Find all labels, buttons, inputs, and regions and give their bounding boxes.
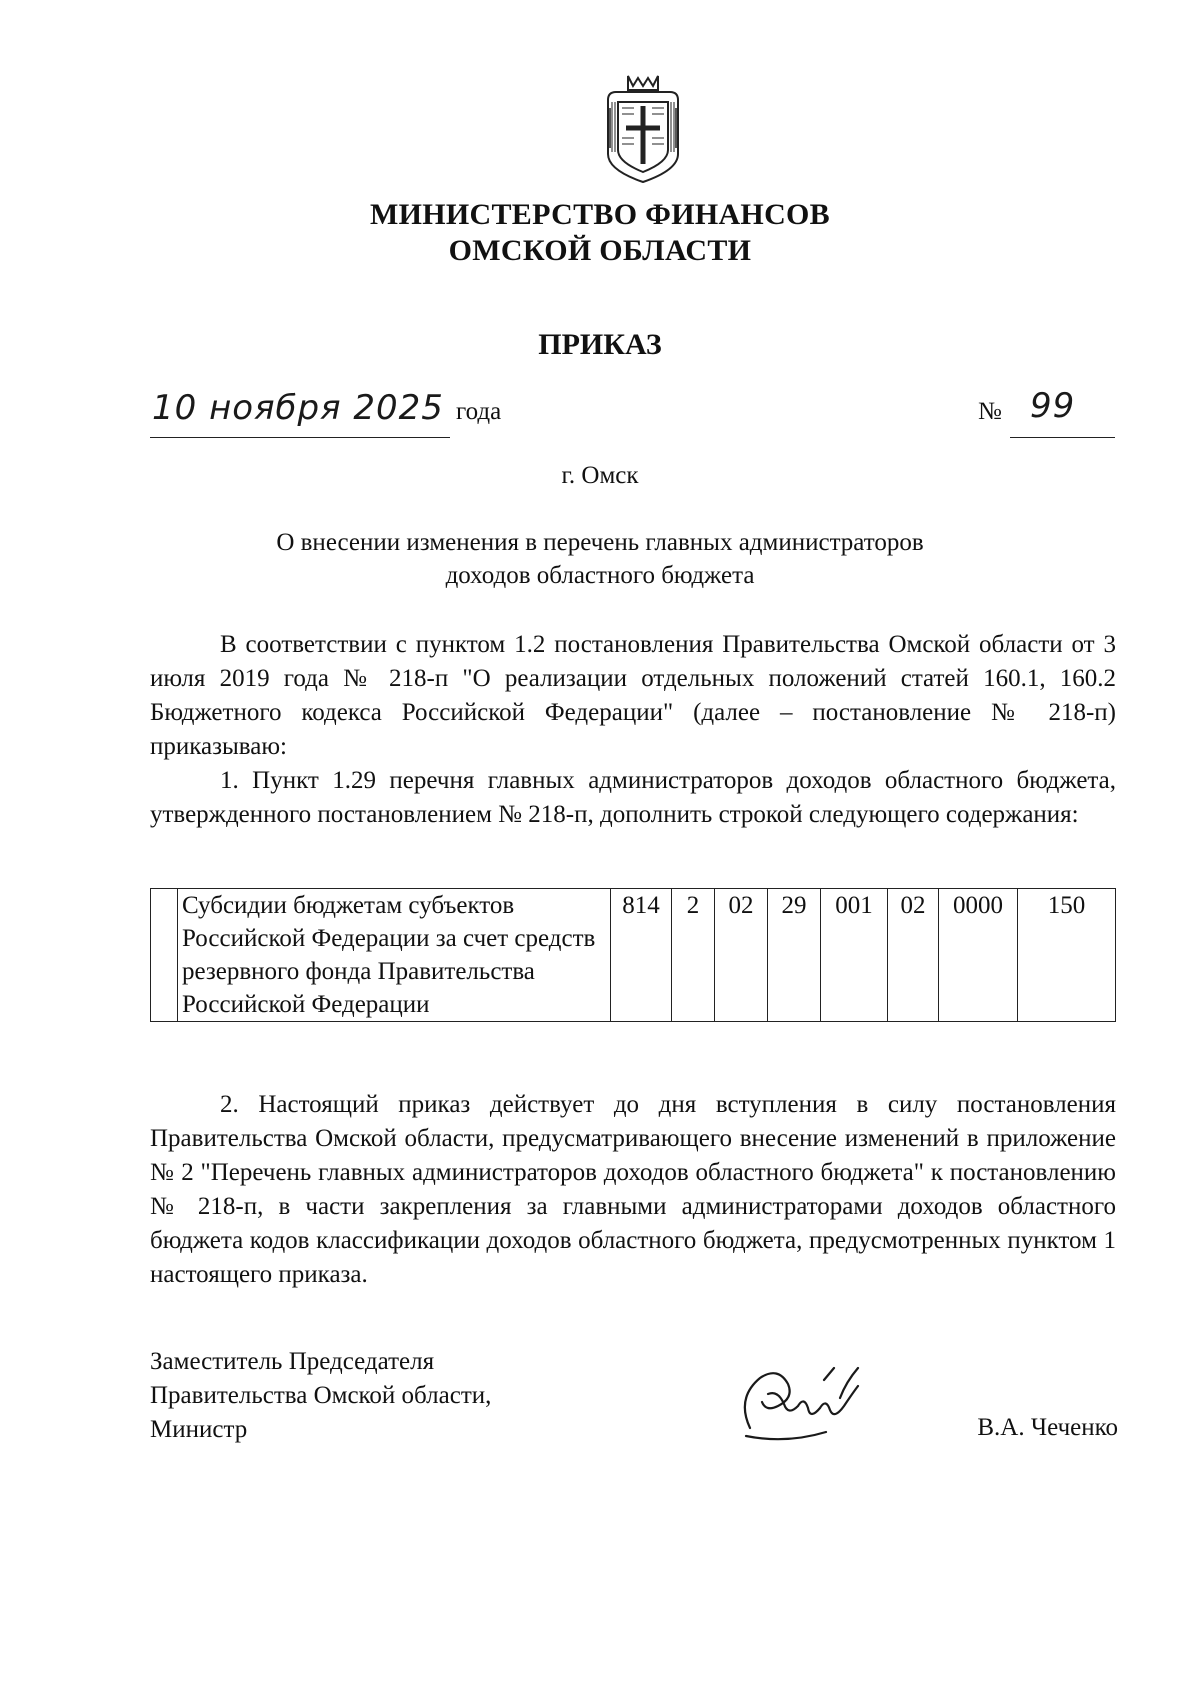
item2-paragraph: 2. Настоящий приказ действует до дня вступления в силу постановления Правительства Омской области, предусматривающего внесение изменений в приложение № 2 "Перечень главных администраторов доходов областного бюджета" к постановлению № 218-п, в части закрепления за главными администраторами доходов областного бюджета кодов классификации доходов областного бюджета, предусмотренных пунктом 1 настоящего приказа. (150, 1091, 1116, 1288)
ministry-name-line1: МИНИСТЕРСТВО ФИНАНСОВ (370, 198, 830, 231)
handwritten-signature (728, 1350, 888, 1450)
code-cell: 0000 (939, 889, 1018, 1022)
omsk-coat-of-arms-emblem (598, 72, 688, 186)
codes-table (150, 888, 1116, 1022)
signatory-position (150, 1345, 491, 1447)
date-suffix: года (456, 398, 502, 425)
code-cell: 814 (611, 889, 672, 1022)
row-name-cell: Субсидии бюджетам субъектов Российской Федерации за счет средств резервного фонда Правительства Российской Федерации (178, 889, 611, 1022)
row-number-cell (151, 889, 178, 1022)
handwritten-date: 10 ноября 2025 (152, 388, 444, 428)
item1-paragraph: 1. Пункт 1.29 перечня главных администраторов доходов областного бюджета, утвержденного постановлением № 218-п, дополнить строкой следующего содержания: (150, 767, 1116, 828)
signatory-name: В.А. Чеченко (977, 1414, 1118, 1441)
code-cell: 02 (715, 889, 768, 1022)
code-cell: 02 (888, 889, 939, 1022)
subject-line1: О внесении изменения в перечень главных администраторов (276, 529, 924, 556)
code-cell: 2 (672, 889, 715, 1022)
document-title: ПРИКАЗ (538, 328, 662, 361)
code-cell: 150 (1018, 889, 1116, 1022)
position-line2: Правительства Омской области, (150, 1382, 492, 1409)
code-cell: 001 (821, 889, 888, 1022)
order-subject (0, 526, 1200, 592)
city: г. Омск (561, 462, 639, 489)
subject-line2: доходов областного бюджета (445, 562, 755, 589)
preamble-paragraph: В соответствии с пунктом 1.2 постановления Правительства Омской области от 3 июля 2019 года № 218-п "О реализации отдельных положений статей 160.1, 160.2 Бюджетного кодекса Российской Федерации" (далее – постановление № 218-п) приказываю: (150, 631, 1116, 760)
table-row (151, 889, 1116, 1022)
code-cell: 29 (768, 889, 821, 1022)
number-label: № (978, 398, 1002, 425)
position-line1: Заместитель Председателя (150, 1348, 435, 1375)
position-line3: Министр (150, 1416, 248, 1443)
ministry-name-line2: ОМСКОЙ ОБЛАСТИ (448, 234, 752, 267)
handwritten-number: 99 (1030, 386, 1076, 426)
